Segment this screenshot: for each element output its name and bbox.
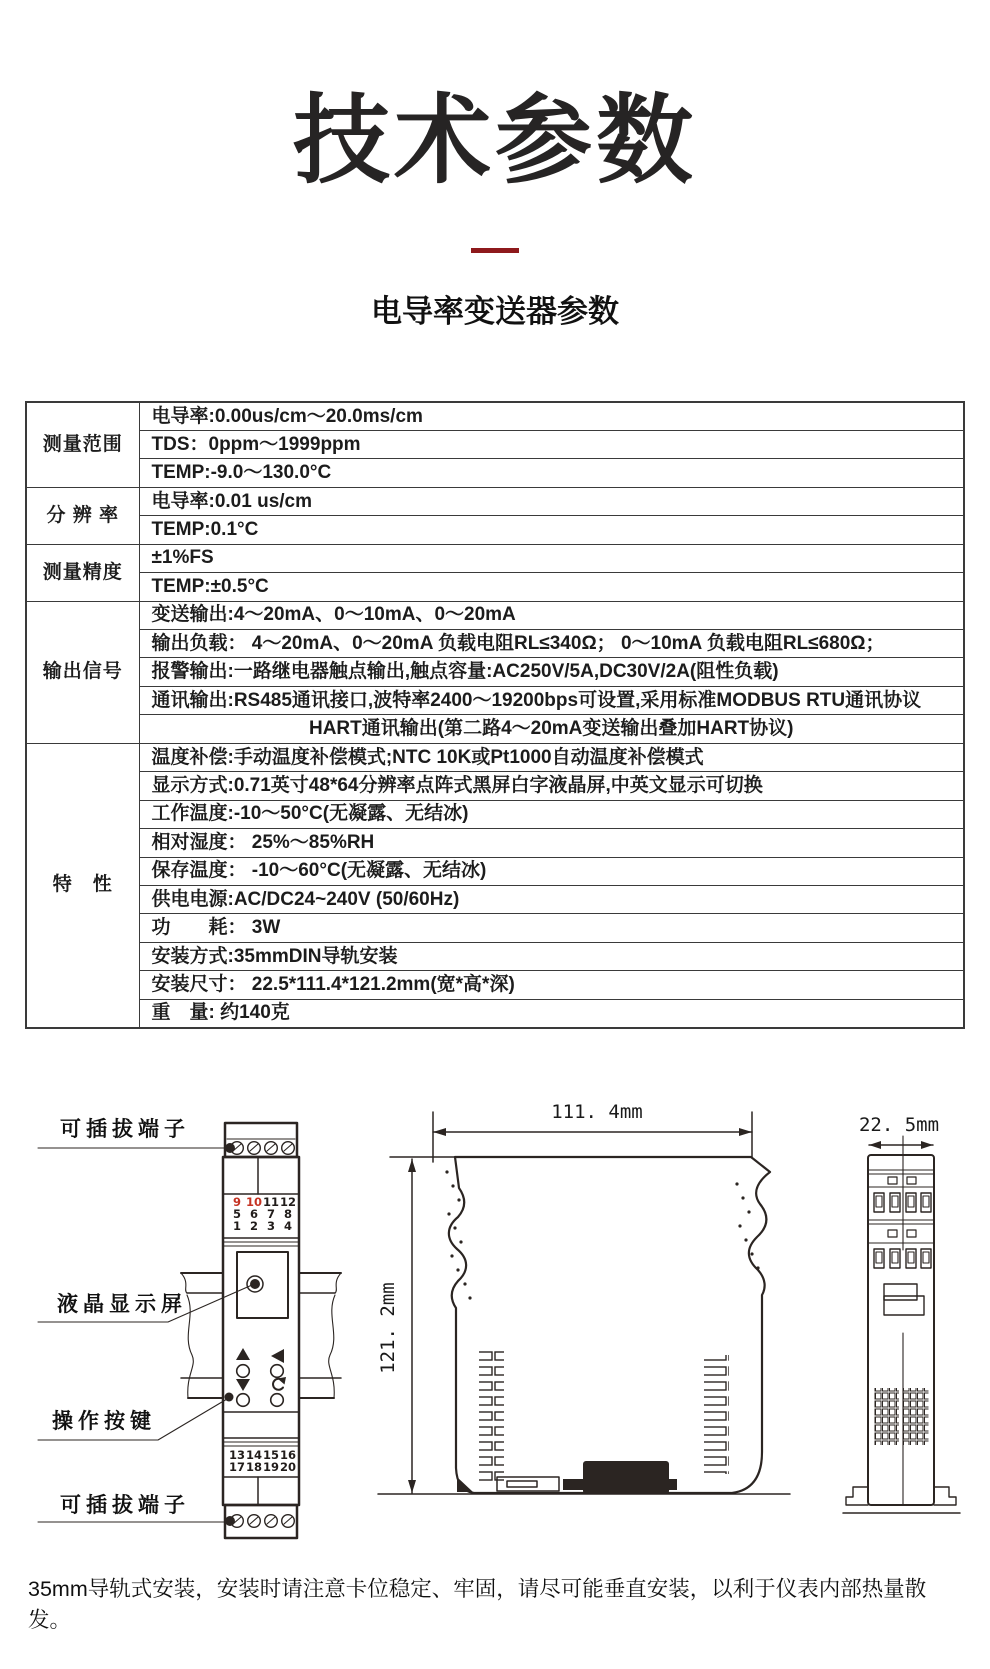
- spec-value: 通讯输出:RS485通讯接口,波特率2400～19200bps可设置,采用标准MODBUS RTU通讯协议: [139, 686, 964, 714]
- spec-table: [25, 401, 965, 1029]
- spec-row: [26, 971, 964, 999]
- terminal-number: 2: [249, 1219, 259, 1233]
- terminal-numbers-top: [233, 1195, 296, 1233]
- spec-value: 报警输出:一路继电器触点输出,触点容量:AC250V/5A,DC30V/2A(阻性负载): [139, 658, 964, 686]
- spec-value: 电导率:0.01 us/cm: [139, 487, 964, 515]
- spec-row: [26, 772, 964, 800]
- spec-row: [26, 686, 964, 714]
- vent-slots-right: [704, 1355, 729, 1474]
- bottom-terminal-block: [225, 1505, 297, 1538]
- vent-grid-left: [874, 1388, 899, 1445]
- spec-row: [26, 573, 964, 601]
- spec-value: 变送输出:4～20mA、0～10mA、0～20mA: [139, 601, 964, 629]
- device-front-view: [38, 1117, 341, 1538]
- terminal-number: 13: [228, 1448, 246, 1462]
- footer-note: 35mm导轨式安装，安装时请注意卡位稳定、牢固，请尽可能垂直安装，以利于仪表内部热量散发。: [28, 1577, 927, 1632]
- spec-value: 安装方式:35mmDIN导轨安装: [139, 942, 964, 970]
- terminal-number: 18: [245, 1460, 263, 1474]
- terminal-row-2: [874, 1249, 931, 1268]
- spec-section-label: 特 性: [26, 743, 139, 1027]
- terminal-number: 15: [262, 1448, 280, 1462]
- spec-row: [26, 743, 964, 771]
- operation-keys: [225, 1348, 287, 1406]
- key-up-button: [237, 1365, 250, 1378]
- dimension-diagrams: [0, 1030, 990, 1575]
- spec-row: [26, 914, 964, 942]
- spec-value: HART通讯输出(第二路4～20mA变送输出叠加HART协议): [139, 715, 964, 743]
- terminal-number: 5: [232, 1207, 242, 1221]
- spec-row: [26, 630, 964, 658]
- terminal-screws-bottom: [231, 1515, 295, 1528]
- spec-section-label: 测量精度: [26, 544, 139, 601]
- terminal-screws-top: [231, 1142, 295, 1155]
- spec-row: [26, 715, 964, 743]
- spec-value: 温度补偿:手动温度补偿模式;NTC 10K或Pt1000自动温度补偿模式: [139, 743, 964, 771]
- spec-table-body: [26, 402, 964, 1028]
- hidden-edge-dots: [445, 1170, 759, 1299]
- dimension-depth-label: 22. 5mm: [858, 1114, 940, 1136]
- terminal-number: 17: [228, 1460, 246, 1474]
- key-down-button: [237, 1394, 250, 1407]
- spec-value: 相对湿度： 25%～85%RH: [139, 829, 964, 857]
- device-top-view: [843, 1114, 960, 1513]
- terminal-number: 16: [279, 1448, 297, 1462]
- terminal-number: 3: [266, 1219, 276, 1233]
- terminal-number: 9: [232, 1195, 242, 1209]
- rail-clip: [884, 1284, 917, 1300]
- key-enter-button: [271, 1394, 284, 1407]
- spec-value: 工作温度:-10～50°C(无凝露、无结冰): [139, 800, 964, 828]
- spec-row: [26, 999, 964, 1027]
- spec-value: 电导率:0.00us/cm～20.0ms/cm: [139, 402, 964, 430]
- lcd-screen: [237, 1252, 288, 1318]
- terminal-number: 14: [245, 1448, 263, 1462]
- din-rail: [181, 1273, 341, 1398]
- mounting-feet: [846, 1487, 956, 1505]
- callout-terminal-bottom: 可插拔端子: [60, 1494, 190, 1517]
- key-left-button: [271, 1365, 284, 1378]
- callout-terminal-top: 可插拔端子: [60, 1118, 190, 1141]
- page-subtitle: 电导率变送器参数: [371, 294, 619, 329]
- spec-row: [26, 601, 964, 629]
- callout-lcd: 液晶显示屏: [57, 1293, 187, 1316]
- terminal-number: 10: [245, 1195, 263, 1209]
- title-accent-divider: [471, 248, 519, 253]
- terminal-number: 19: [262, 1460, 280, 1474]
- spec-value: TEMP:±0.5°C: [139, 573, 964, 601]
- spec-row: [26, 885, 964, 913]
- spec-row: [26, 459, 964, 487]
- terminal-number: 11: [262, 1195, 280, 1209]
- spec-row: [26, 942, 964, 970]
- up-arrow-icon: [236, 1348, 250, 1360]
- spec-value: 显示方式:0.71英寸48*64分辨率点阵式黑屏白字液晶屏,中英文显示可切换: [139, 772, 964, 800]
- left-arrow-icon: [271, 1349, 284, 1363]
- terminal-numbers-bottom: [229, 1448, 296, 1474]
- terminal-number: 4: [283, 1219, 293, 1233]
- callout-keys: 操作按键: [52, 1410, 156, 1433]
- terminal-number: 12: [279, 1195, 297, 1209]
- spec-row: [26, 544, 964, 572]
- vent-slots-left: [479, 1349, 504, 1482]
- spec-value: 供电电源:AC/DC24~240V (50/60Hz): [139, 885, 964, 913]
- spec-value: 安装尺寸： 22.5*111.4*121.2mm(宽*高*深): [139, 971, 964, 999]
- spec-value: TEMP:0.1°C: [139, 516, 964, 544]
- terminal-number: 20: [279, 1460, 297, 1474]
- down-arrow-icon: [236, 1379, 250, 1391]
- spec-section-label: 分 辨 率: [26, 487, 139, 544]
- spec-row: [26, 487, 964, 515]
- terminal-number: 6: [249, 1207, 259, 1221]
- terminal-number: 8: [283, 1207, 293, 1221]
- spec-value: 保存温度： -10～60°C(无凝露、无结冰): [139, 857, 964, 885]
- spec-row: [26, 658, 964, 686]
- dimension-width-label: 111. 4mm: [551, 1101, 643, 1123]
- spec-value: TEMP:-9.0～130.0°C: [139, 459, 964, 487]
- vent-grid-right: [904, 1388, 929, 1445]
- terminal-number: 1: [232, 1219, 242, 1233]
- spec-value: TDS：0ppm～1999ppm: [139, 430, 964, 458]
- spec-value: 输出负载： 4～20mA、0～20mA 负载电阻RL≤340Ω； 0～10mA 负载电阻RL≤680Ω；: [139, 630, 964, 658]
- top-terminal-block: [225, 1123, 297, 1157]
- spec-row: [26, 800, 964, 828]
- page-title: 技术参数: [293, 86, 697, 195]
- dimension-height-label: 121. 2mm: [377, 1282, 399, 1374]
- spec-row: [26, 829, 964, 857]
- spec-value: ±1%FS: [139, 544, 964, 572]
- device-side-view: [377, 1101, 790, 1494]
- spec-value: 功 耗： 3W: [139, 914, 964, 942]
- spec-row: [26, 857, 964, 885]
- spec-row: [26, 430, 964, 458]
- spec-row: [26, 402, 964, 430]
- terminal-number: 7: [266, 1207, 276, 1221]
- spec-value: 重 量: 约140克: [139, 999, 964, 1027]
- spec-row: [26, 516, 964, 544]
- spec-section-label: 输出信号: [26, 601, 139, 743]
- spec-section-label: 测量范围: [26, 402, 139, 487]
